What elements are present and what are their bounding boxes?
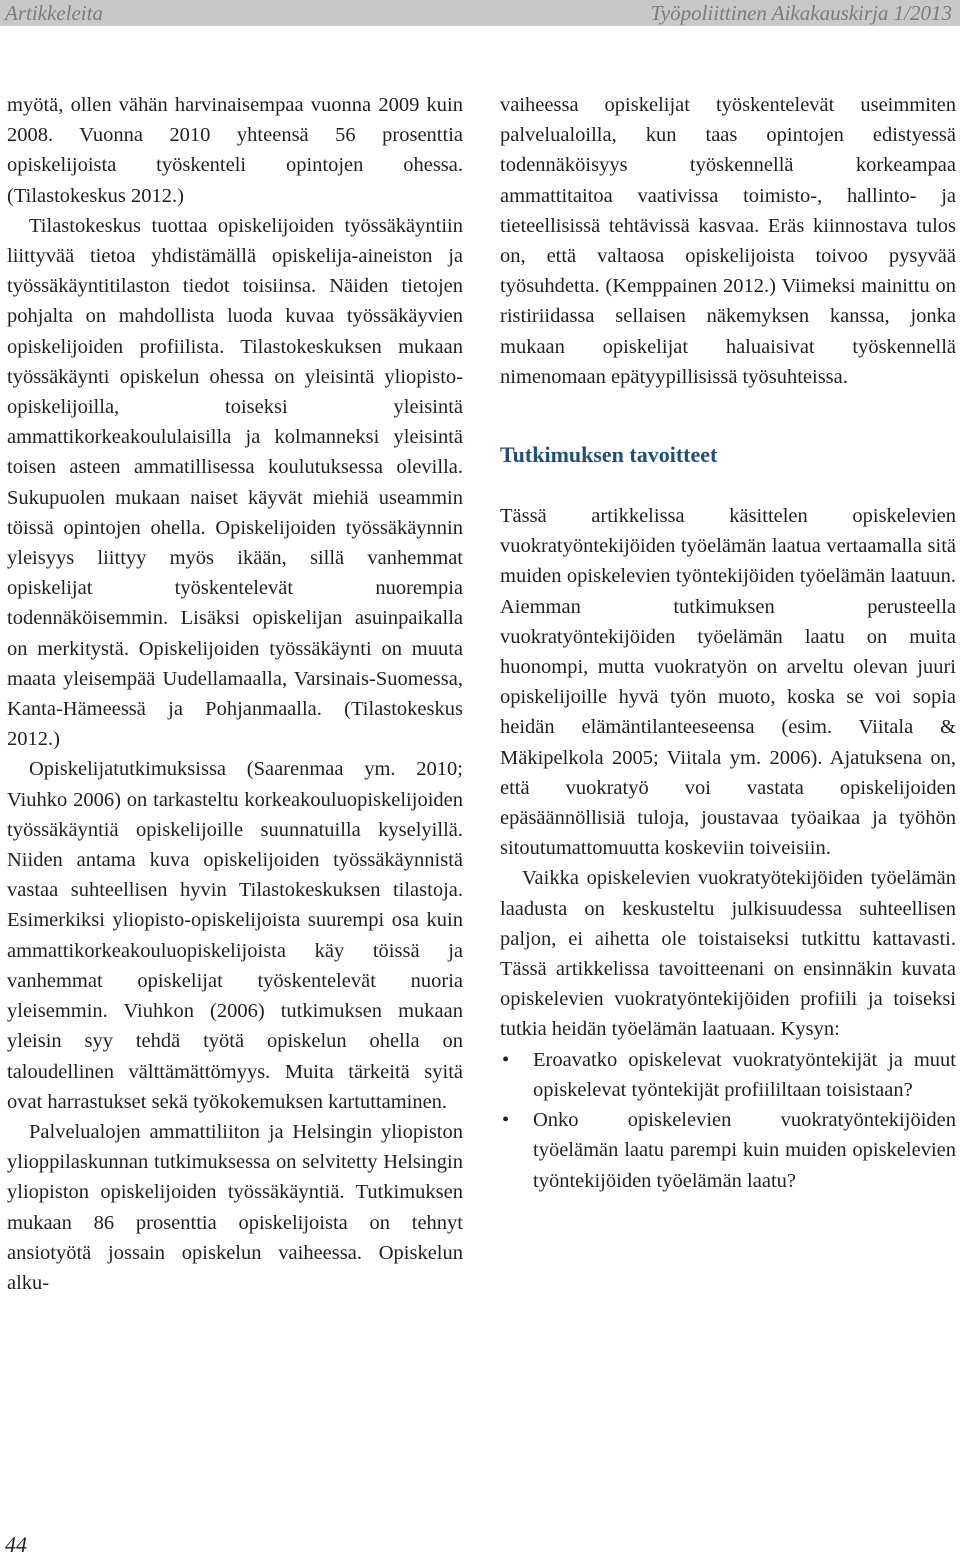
list-item-text: Eroavatko opiskelevat vuokratyöntekijät ja muut opiskelevat työntekijät profiililtaan toisistaan? — [533, 1048, 956, 1101]
list-item-text: Onko opiskelevien vuokratyöntekijöiden työelämän laatu parempi kuin muiden opiskelevien työntekijöiden työelämän laatu? — [533, 1109, 956, 1192]
right-paragraph-1: vaiheessa opiskelijat työskentelevät useimmiten palvelualoilla, kun taas opintojen edistyessä todennäköisyys työskennellä korkeampaa ammattitaitoa vaativissa toimisto-, hallinto- ja tieteellisissä tehtävissä kasvaa. Eräs kiinnostava tulos on, että valtaosa opiskelijoista toivoo pysyvää työsuhdetta. (Kemppainen 2012.) Viimeksi mainittu on ristiriidassa sellaisen näkemyksen kanssa, jonka mukaan opiskelijat haluaisivat työskennellä nimenomaan epätyypillisissä työsuhteissa. — [500, 94, 956, 388]
bullet-icon: • — [502, 1048, 510, 1071]
list-item — [500, 1105, 956, 1196]
list-item — [500, 1045, 956, 1105]
journal-title: Työpoliittinen Aikakauskirja 1/2013 — [650, 1, 952, 25]
left-paragraph-4: Palvelualojen ammattiliiton ja Helsingin yliopiston ylioppilaskunnan tutkimuksessa on selvitetty Helsingin yliopiston opiskelijoiden työssäkäyntiä. Tutkimuksen mukaan 86 prosenttia opiskelijoista on tehnyt ansiotyötä jossain opiskelun vaiheessa. Opiskelun alku- — [7, 1120, 463, 1294]
running-header — [0, 0, 960, 26]
right-column — [500, 90, 956, 1196]
right-paragraph-3: Vaikka opiskelevien vuokratyötekijöiden työelämän laadusta on keskusteltu julkisuudessa suhteellisen paljon, ei aihetta ole toistaiseksi tutkittu kattavasti. Tässä artikkelissa tavoitteenani on ensinnäkin kuvata opiskelevien vuokratyöntekijöiden profiili ja toiseksi tutkia heidän työelämän laatuaan. Kysyn: — [500, 867, 956, 1041]
bullet-icon: • — [502, 1109, 510, 1132]
left-paragraph-2: Tilastokeskus tuottaa opiskelijoiden työssäkäyntiin liittyvää tietoa yhdistämällä opiskelija-aineiston ja työssäkäyntitilaston tiedot toisiinsa. Näiden tietojen pohjalta on mahdollista luoda kuvaa työssäkäyvien opiskelijoiden profiilista. Tilastokeskuksen mukaan työssäkäynti opiskelun ohessa on yleisintä yliopisto-opiskelijoilla, toiseksi yleisintä ammattikorkeakoululaisilla ja kolmanneksi yleisintä toisen asteen ammatillisessa koulutuksessa olevilla. Sukupuolen mukaan naiset käyvät miehiä useammin töissä opintojen ohella. Opiskelijoiden työssäkäynnin yleisyys liittyy myös ikään, sillä vanhemmat opiskelijat työskentelevät nuorempia todennäköisemmin. Lisäksi opiskelijan asuinpaikalla on merkitystä. Opiskelijoiden työssäkäynti on muuta maata yleisempää Uudellamaalla, Varsinais-Suomessa, Kanta-Hämeessä ja Pohjanmaalla. (Tilastokeskus 2012.) — [7, 214, 463, 751]
section-heading: Tutkimuksen tavoitteet — [500, 442, 718, 468]
left-column — [7, 90, 463, 1298]
section-label: Artikkeleita — [5, 1, 103, 25]
left-paragraph-1: myötä, ollen vähän harvinaisempaa vuonna 2009 kuin 2008. Vuonna 2010 yhteensä 56 prosenttia opiskelijoista työskenteli opintojen ohessa. (Tilastokeskus 2012.) — [7, 94, 463, 207]
page-number: 44 — [5, 1532, 27, 1557]
left-paragraph-3: Opiskelijatutkimuksissa (Saarenmaa ym. 2010; Viuhko 2006) on tarkasteltu korkeakouluopiskelijoiden työssäkäyntiä opiskelijoille suunnatuilla kyselyillä. Niiden antama kuva opiskelijoiden työssäkäynnistä vastaa suhteellisen hyvin Tilastokeskuksen tilastoja. Esimerkiksi yliopisto-opiskelijoista suurempi osa kuin ammattikorkeakouluopiskelijoista käy töissä ja vanhemmat opiskelijat työskentelevät nuoria yleisemmin. Viuhkon (2006) tutkimuksen mukaan yleisin syy tehdä työtä opiskelun ohella on taloudellinen välttämättömyys. Muita tärkeitä syitä ovat harrastukset sekä työkokemuksen kartuttaminen. — [7, 758, 463, 1113]
right-paragraph-2: Tässä artikkelissa käsittelen opiskelevien vuokratyöntekijöiden työelämän laatua vertaamalla sitä muiden opiskelevien työntekijöiden työelämän laatuun. Aiemman tutkimuksen perusteella vuokratyöntekijöiden työelämän laatu on muita huonompi, mutta vuokratyön on arveltu olevan juuri opiskelijoille hyvä työn muoto, koska se voi sopia heidän elämäntilanteeseensa (esim. Viitala & Mäkipelkola 2005; Viitala ym. 2006). Ajatuksena on, että vuokratyö voi vastata opiskelijoiden epäsäännöllisiä tuloja, joustavaa työaikaa ja työhön sitoutumattomuutta koskeviin toiveisiin. — [500, 505, 956, 860]
research-questions-list — [500, 1045, 956, 1196]
